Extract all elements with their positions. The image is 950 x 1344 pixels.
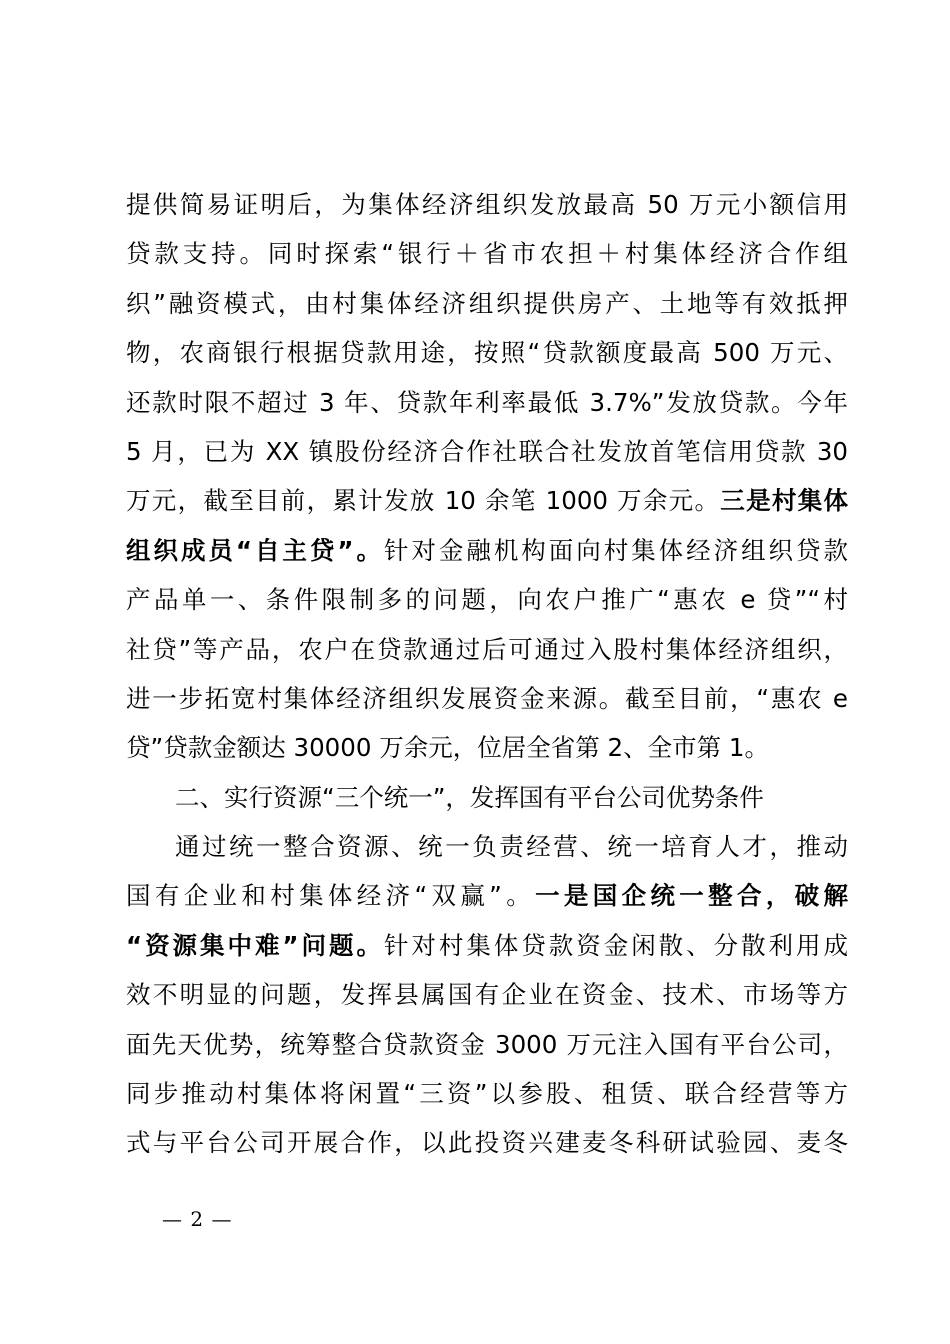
section-heading: 二、实行资源“三个统一”，发挥国有平台公司优势条件: [175, 782, 764, 812]
text-line: 社贷”等产品，农户在贷款通过后可通过入股村集体经济组织，: [126, 634, 848, 664]
body-text: [126, 180, 848, 1168]
text-line: 提供简易证明后，为集体经济组织发放最高 50 万元小额信用: [126, 190, 848, 219]
bold-heading-text: 三是村集体: [720, 486, 848, 516]
bold-heading-text: “资源集中难”问题。: [126, 930, 384, 960]
text-line: 5 月，已为 XX 镇股份经济合作社联合社发放首笔信用贷款 30: [126, 436, 848, 466]
text-line: 贷”贷款金额达 30000 万余元，位居全省第 2、全市第 1。: [126, 733, 769, 763]
text-line: 贷款支持。同时探索“银行＋省市农担＋村集体经济合作组: [126, 239, 848, 269]
text-line: 效不明显的问题，发挥县属国有企业在资金、技术、市场等方: [126, 980, 848, 1010]
text-line: 国有企业和村集体经济“双赢”。一是国企统一整合，破解: [126, 881, 849, 911]
text-line: 还款时限不超过 3 年、贷款年利率最低 3.7%”发放贷款。今年: [126, 387, 848, 417]
bold-heading-text: 一是国企统一整合，破解: [535, 881, 849, 911]
text-line: 织”融资模式，由村集体经济组织提供房产、土地等有效抵押: [126, 288, 848, 318]
text-line: 面先天优势，统筹整合贷款资金 3000 万元注入国有平台公司，: [126, 1029, 848, 1059]
text-line: 进一步拓宽村集体经济组织发展资金来源。截至目前，“惠农 e: [126, 683, 848, 713]
bold-heading-text: 组织成员“自主贷”。: [126, 535, 384, 565]
text-line: 式与平台公司开展合作，以此投资兴建麦冬科研试验园、麦冬: [126, 1128, 848, 1158]
text-line: 组织成员“自主贷”。针对金融机构面向村集体经济组织贷款: [126, 535, 848, 565]
text-line: 物，农商银行根据贷款用途，按照“贷款额度最高 500 万元、: [126, 338, 848, 368]
text-line: 万元，截至目前，累计发放 10 余笔 1000 万余元。三是村集体: [126, 486, 848, 516]
page-number: — 2 —: [162, 1207, 233, 1231]
text-line: “资源集中难”问题。针对村集体贷款资金闲散、分散利用成: [126, 930, 848, 960]
text-line: 通过统一整合资源、统一负责经营、统一培育人才，推动: [175, 832, 848, 862]
text-line: 同步推动村集体将闲置“三资”以参股、租赁、联合经营等方: [126, 1079, 848, 1109]
text-line: 产品单一、条件限制多的问题，向农户推广“惠农 e 贷”“村: [126, 585, 848, 615]
